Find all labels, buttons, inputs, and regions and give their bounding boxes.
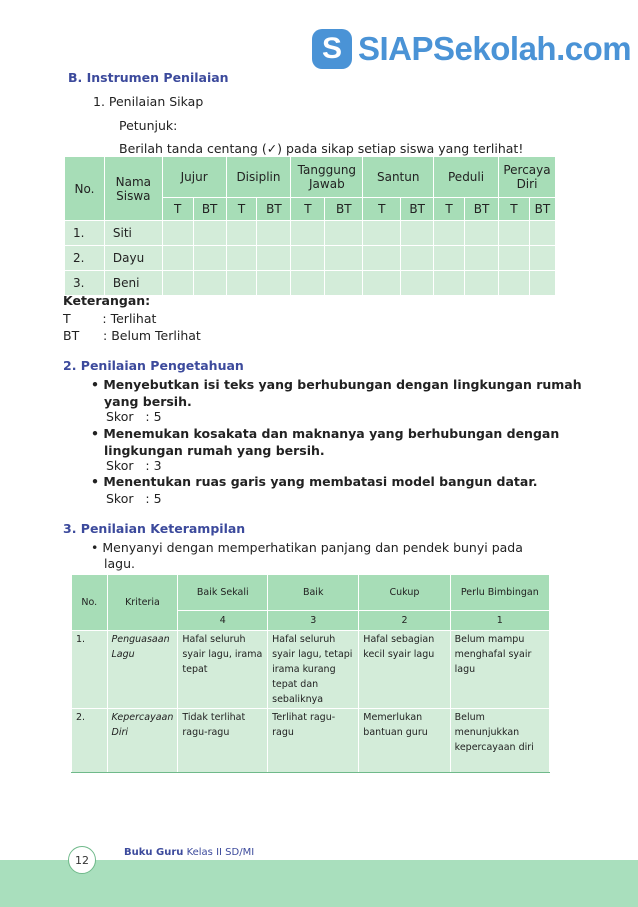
header-tanggung-jawab: Tanggung Jawab xyxy=(291,157,363,198)
check-cell[interactable] xyxy=(257,271,291,296)
sub-t: T xyxy=(162,198,193,221)
check-cell[interactable] xyxy=(529,221,555,246)
table-row xyxy=(65,221,556,246)
row-kriteria: Kepercayaan Diri xyxy=(107,709,178,773)
score-1: 1 xyxy=(450,611,549,631)
check-cell[interactable] xyxy=(291,246,325,271)
table-row xyxy=(65,246,556,271)
sub-bt: BT xyxy=(465,198,499,221)
sub-t: T xyxy=(291,198,325,221)
check-cell[interactable] xyxy=(529,271,555,296)
header-jujur: Jujur xyxy=(162,157,226,198)
check-cell[interactable] xyxy=(363,271,401,296)
row-no: 2. xyxy=(65,246,105,271)
sub-t: T xyxy=(498,198,529,221)
header-disiplin: Disiplin xyxy=(226,157,291,198)
table-row xyxy=(72,709,550,773)
check-cell[interactable] xyxy=(325,221,363,246)
check-cell[interactable] xyxy=(465,246,499,271)
header-baik-sekali: Baik Sekali xyxy=(178,575,268,611)
header-no: No. xyxy=(65,157,105,221)
check-cell[interactable] xyxy=(498,271,529,296)
item-penilaian-sikap: 1. Penilaian Sikap xyxy=(93,94,204,109)
check-cell[interactable] xyxy=(465,221,499,246)
keterangan-title: Keterangan: xyxy=(63,293,151,308)
bullet-1-line-1: • Menyebutkan isi teks yang berhubungan dengan lingkungan rumah xyxy=(91,377,582,392)
check-cell[interactable] xyxy=(226,221,257,246)
score-3: 3 xyxy=(268,611,359,631)
bullet-2-line-2: lingkungan rumah yang bersih. xyxy=(104,443,325,458)
check-cell[interactable] xyxy=(363,221,401,246)
row-kriteria: Penguasaan Lagu xyxy=(107,631,178,709)
check-cell[interactable] xyxy=(325,246,363,271)
rubric-cell: Belum mampu menghafal syair lagu xyxy=(450,631,549,709)
check-cell[interactable] xyxy=(193,271,226,296)
header-no: No. xyxy=(72,575,108,631)
row-name: Dayu xyxy=(104,246,162,271)
check-cell[interactable] xyxy=(291,221,325,246)
score-4: 4 xyxy=(178,611,268,631)
header-peduli: Peduli xyxy=(434,157,499,198)
header-nama-siswa: Nama Siswa xyxy=(104,157,162,221)
check-cell[interactable] xyxy=(434,271,465,296)
sub-bt: BT xyxy=(193,198,226,221)
check-cell[interactable] xyxy=(465,271,499,296)
book-title-rest: Kelas II SD/MI xyxy=(186,847,255,858)
check-cell[interactable] xyxy=(325,271,363,296)
bullet-3-line-1: • Menentukan ruas garis yang membatasi model bangun datar. xyxy=(91,474,538,489)
row-no: 1. xyxy=(72,631,108,709)
check-cell[interactable] xyxy=(363,246,401,271)
site-logo xyxy=(312,26,631,72)
bullet-2-line-1: • Menemukan kosakata dan maknanya yang berhubungan dengan xyxy=(91,426,560,441)
rubric-cell: Belum menunjukkan kepercayaan diri xyxy=(450,709,549,773)
row-name: Beni xyxy=(104,271,162,296)
score-2: 2 xyxy=(359,611,450,631)
table-row xyxy=(72,631,550,709)
check-cell[interactable] xyxy=(257,221,291,246)
section-3-title: 3. Penilaian Keterampilan xyxy=(63,521,246,536)
section-3-bullet-line-1: • Menyanyi dengan memperhatikan panjang dan pendek bunyi pada xyxy=(91,540,523,555)
check-cell[interactable] xyxy=(162,271,193,296)
check-cell[interactable] xyxy=(401,246,434,271)
section-3-bullet-line-2: lagu. xyxy=(104,556,135,571)
rubric-cell: Hafal sebagian kecil syair lagu xyxy=(359,631,450,709)
check-cell[interactable] xyxy=(162,246,193,271)
table-row xyxy=(65,271,556,296)
keterangan-bt: BT : Belum Terlihat xyxy=(63,328,201,343)
check-cell[interactable] xyxy=(434,246,465,271)
page-number: 12 xyxy=(68,846,96,874)
skill-rubric-table xyxy=(71,574,550,773)
check-cell[interactable] xyxy=(162,221,193,246)
rubric-cell: Hafal seluruh syair lagu, irama tepat xyxy=(178,631,268,709)
header-baik: Baik xyxy=(268,575,359,611)
section-2-title: 2. Penilaian Pengetahuan xyxy=(63,358,244,373)
sub-bt: BT xyxy=(325,198,363,221)
bullet-1-line-2: yang bersih. xyxy=(104,394,192,409)
check-cell[interactable] xyxy=(498,246,529,271)
check-cell[interactable] xyxy=(434,221,465,246)
header-percaya-diri: Percaya Diri xyxy=(498,157,555,198)
check-cell[interactable] xyxy=(193,221,226,246)
check-cell[interactable] xyxy=(291,271,325,296)
header-santun: Santun xyxy=(363,157,434,198)
petunjuk-label: Petunjuk: xyxy=(119,118,178,133)
check-cell[interactable] xyxy=(193,246,226,271)
check-cell[interactable] xyxy=(226,246,257,271)
rubric-cell: Memerlukan bantuan guru xyxy=(359,709,450,773)
check-cell[interactable] xyxy=(257,246,291,271)
sub-t: T xyxy=(363,198,401,221)
skor-3: Skor : 5 xyxy=(106,491,162,506)
row-no: 2. xyxy=(72,709,108,773)
row-no: 3. xyxy=(65,271,105,296)
book-title xyxy=(124,845,254,861)
header-kriteria: Kriteria xyxy=(107,575,178,631)
check-cell[interactable] xyxy=(401,221,434,246)
footer-band xyxy=(0,860,638,907)
rubric-cell: Hafal seluruh syair lagu, tetapi irama kurang tepat dan sebaliknya xyxy=(268,631,359,709)
sub-t: T xyxy=(434,198,465,221)
skor-2: Skor : 3 xyxy=(106,458,162,473)
row-name: Siti xyxy=(104,221,162,246)
sub-bt: BT xyxy=(257,198,291,221)
sub-bt: BT xyxy=(529,198,555,221)
skor-1: Skor : 5 xyxy=(106,409,162,424)
row-no: 1. xyxy=(65,221,105,246)
instruction-text: Berilah tanda centang (✓) pada sikap setiap siswa yang terlihat! xyxy=(119,141,524,156)
check-cell[interactable] xyxy=(498,221,529,246)
keterangan-t: T : Terlihat xyxy=(63,311,157,326)
section-b-title: B. Instrumen Penilaian xyxy=(68,70,229,85)
header-cukup: Cukup xyxy=(359,575,450,611)
logo-text: SIAPSekolah.com xyxy=(358,30,632,67)
sub-bt: BT xyxy=(401,198,434,221)
logo-badge: S xyxy=(312,29,352,69)
check-cell[interactable] xyxy=(226,271,257,296)
attitude-table xyxy=(64,156,556,296)
book-title-bold: Buku Guru xyxy=(124,847,184,858)
check-cell[interactable] xyxy=(401,271,434,296)
rubric-cell: Tidak terlihat ragu-ragu xyxy=(178,709,268,773)
sub-t: T xyxy=(226,198,257,221)
header-perlu-bimbingan: Perlu Bimbingan xyxy=(450,575,549,611)
rubric-cell: Terlihat ragu-ragu xyxy=(268,709,359,773)
check-cell[interactable] xyxy=(529,246,555,271)
